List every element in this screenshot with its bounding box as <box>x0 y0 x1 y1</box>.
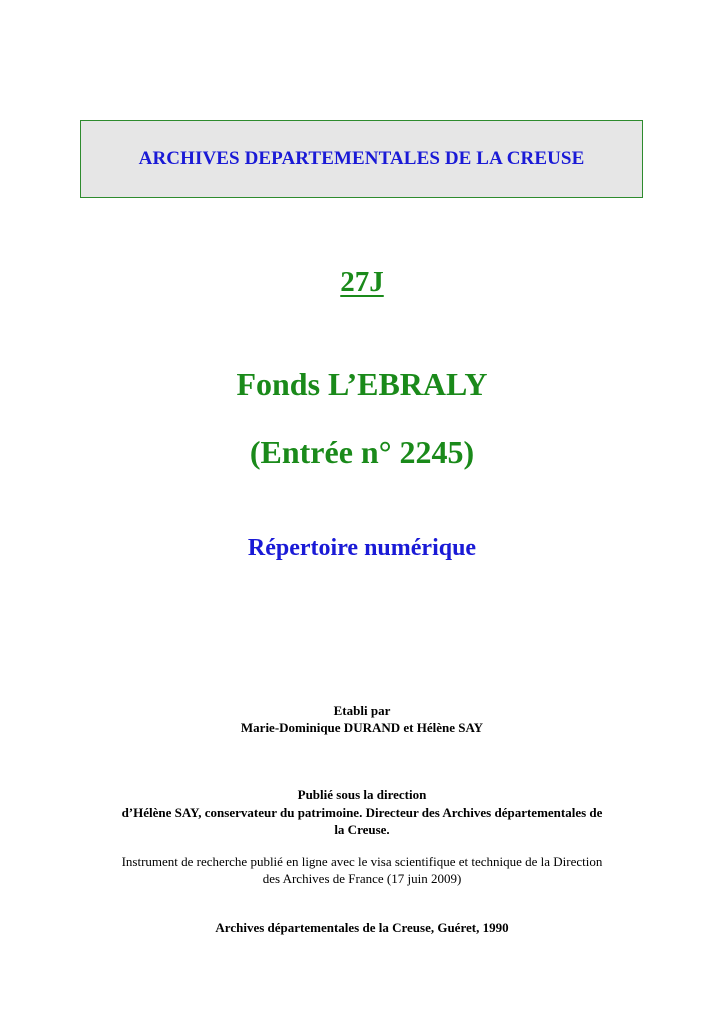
publisher-footer: Archives départementales de la Creuse, Guéret, 1990 <box>215 920 509 935</box>
authors: Marie-Dominique DURAND et Hélène SAY <box>240 720 484 735</box>
instrument-line-1: Instrument de recherche publié en ligne avec le visa scientifique et technique de la Direction <box>121 854 603 869</box>
fonds-title: Fonds L’EBRALY <box>236 366 488 402</box>
entry-number: (Entrée n° 2245) <box>249 434 475 470</box>
institution-name: ARCHIVES DEPARTEMENTALES DE LA CREUSE <box>138 148 585 169</box>
fonds-code: 27J <box>340 266 384 298</box>
etabli-label: Etabli par <box>333 703 391 718</box>
publie-label: Publié sous la direction <box>297 787 427 802</box>
direction-line-2: la Creuse. <box>334 822 390 837</box>
institution-header-box <box>80 120 643 198</box>
instrument-line-2: des Archives de France (17 juin 2009) <box>262 871 462 886</box>
document-subtitle: Répertoire numérique <box>247 535 477 561</box>
direction-line-1: d’Hélène SAY, conservateur du patrimoine. Directeur des Archives départementales de <box>121 805 603 820</box>
